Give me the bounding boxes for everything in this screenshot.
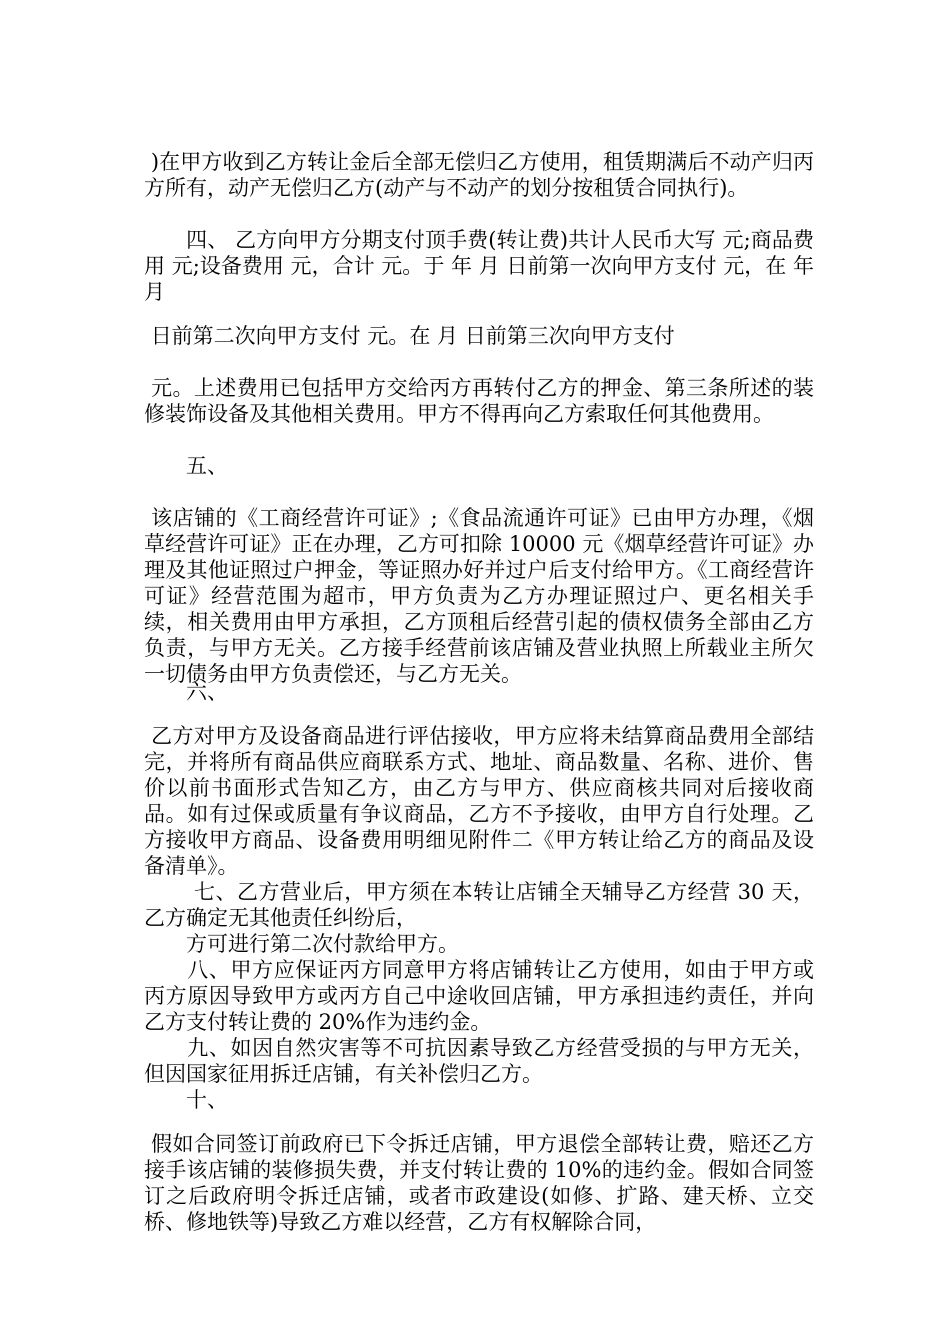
paragraph-2-clause-four: 四、 乙方向甲方分期支付顶手费(转让费)共计人民币大写 元;商品费用 元;设备费用 元，合计 元。于 年 月 日前第一次向甲方支付 元，在 年 月 (144, 228, 821, 304)
paragraph-3: 日前第二次向甲方支付 元。在 月 日前第三次向甲方支付 (144, 324, 675, 348)
paragraph-clause-nine: 九、如因自然灾害等不可抗因素导致乙方经营受损的与甲方无关，但因国家征用拆迁店铺，有关补偿归乙方。 (144, 1036, 814, 1086)
paragraph-4: 元。上述费用已包括甲方交给丙方再转付乙方的押金、第三条所述的装修装饰设备及其他相关费用。甲方不得再向乙方索取任何其他费用。 (144, 376, 814, 426)
clause-ten-heading: 十、 (144, 1088, 228, 1112)
paragraph-clause-eight: 八、甲方应保证丙方同意甲方将店铺转让乙方使用，如由于甲方或丙方原因导致甲方或丙方自己中途收回店铺，甲方承担违约责任，并向乙方支付转让费的 20%作为违约金。 (144, 958, 814, 1034)
paragraph-1: )在甲方收到乙方转让金后全部无偿归乙方使用，租赁期满后不动产归丙方所有，动产无偿归乙方(动产与不动产的划分按租赁合同执行)。 (144, 150, 814, 200)
paragraph-clause-seven-cont: 方可进行第二次付款给甲方。 (144, 932, 459, 956)
clause-five-heading: 五、 (144, 454, 228, 478)
paragraph-clause-seven: 七、乙方营业后，甲方须在本转让店铺全天辅导乙方经营 30 天，乙方确定无其他责任纠纷后， (144, 880, 814, 930)
paragraph-clause-six-body: 乙方对甲方及设备商品进行评估接收，甲方应将未结算商品费用全部结完，并将所有商品供应商联系方式、地址、商品数量、名称、进价、售价以前书面形式告知乙方，由乙方与甲方、供应商核共同对后接收商品。如有过保或质量有争议商品，乙方不予接收，由甲方自行处理。乙方接收甲方商品、设备费用明细见附件二《甲方转让给乙方的商品及设备清单》。 (144, 724, 814, 878)
paragraph-clause-five-body: 该店铺的《工商经营许可证》;《食品流通许可证》已由甲方办理，《烟草经营许可证》正在办理，乙方可扣除 10000 元《烟草经营许可证》办理及其他证照过户押金，等证照办好并过户后支付给甲方。《工商经营许可证》经营范围为超市，甲方负责为乙方办理证照过户、更名相关手续，相关费用由甲方承担，乙方顶租后经营引起的债权债务全部由乙方负责，与甲方无关。乙方接手经营前该店铺及营业执照上所载业主所欠一切债务由甲方负责偿还，与乙方无关。 (144, 506, 814, 686)
paragraph-clause-ten-body: 假如合同签订前政府已下令拆迁店铺，甲方退偿全部转让费，赔还乙方接手该店铺的装修损失费，并支付转让费的 10%的违约金。假如合同签订之后政府明令拆迁店铺，或者市政建设(如修、扩路、建天桥、立交桥、修地铁等)导致乙方难以经营，乙方有权解除合同， (144, 1132, 814, 1234)
clause-six-heading: 六、 (144, 680, 228, 704)
